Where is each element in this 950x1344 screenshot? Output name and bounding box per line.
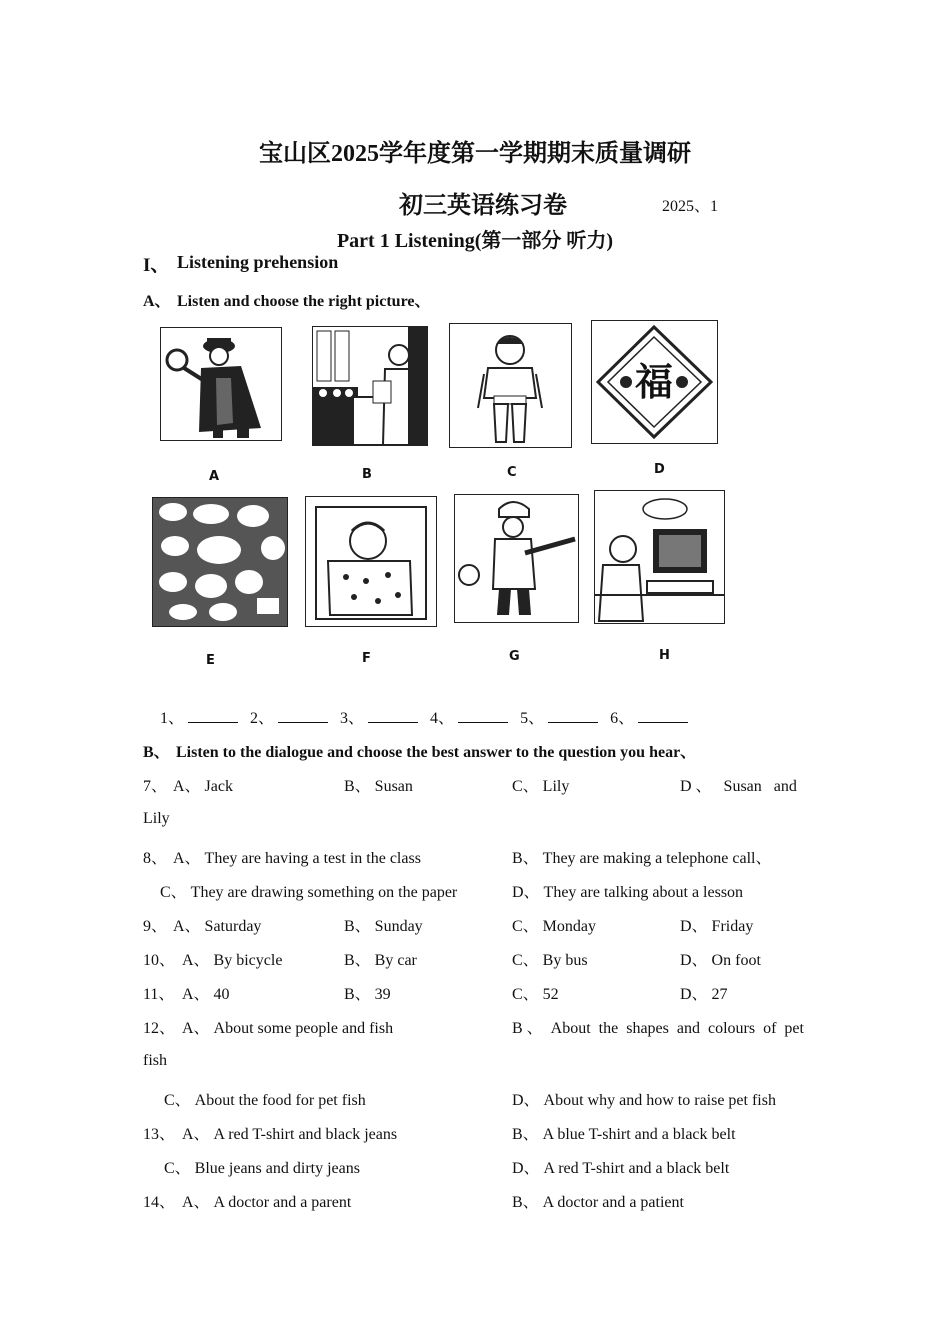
part-heading: Part 1 Listening(第一部分 听力) — [336, 230, 614, 252]
q9-number: 9、 — [143, 918, 168, 935]
q5-answer-blank[interactable] — [548, 708, 598, 723]
q10-option-c: C、 By bus — [512, 952, 588, 969]
q3-answer-blank[interactable] — [368, 708, 418, 723]
q9-option-b: B、 Sunday — [344, 918, 423, 935]
q11-option-a: A、 40 — [182, 986, 230, 1003]
section-number: I、 — [143, 255, 170, 276]
q5-number: 5、 — [520, 710, 545, 727]
page-title: 宝山区2025学年度第一学期期末质量调研 — [259, 141, 691, 167]
q7-option-b: B、 Susan — [344, 778, 413, 795]
q14-number: 14、 — [143, 1194, 176, 1211]
q11-number: 11、 — [143, 986, 175, 1003]
q9-option-d: D、 Friday — [680, 918, 754, 935]
q7-option-c: C、 Lily — [512, 778, 570, 795]
q11-option-d: D、 27 — [680, 986, 728, 1003]
q6-answer-blank[interactable] — [638, 708, 688, 723]
picture-d-fu-decoration — [591, 320, 718, 444]
q7-option-d-continued: Lily — [143, 810, 170, 827]
q13-option-a: A、 A red T-shirt and black jeans — [182, 1126, 398, 1143]
picture-g-label: G — [509, 649, 520, 664]
picture-f-sleeping-baby — [305, 496, 437, 627]
q12-number: 12、 — [143, 1020, 176, 1037]
q8-option-d: D、 They are talking about a lesson — [512, 884, 744, 901]
q10-option-a: A、 By bicycle — [182, 952, 283, 969]
q13-option-c: C、 Blue jeans and dirty jeans — [164, 1160, 360, 1177]
q1-number: 1、 — [160, 710, 185, 727]
picture-h-computer — [594, 490, 725, 624]
picture-h-label: H — [659, 648, 670, 663]
picture-b-speech — [312, 326, 428, 446]
q4-number: 4、 — [430, 710, 455, 727]
q8-option-c: C、 They are drawing something on the paper — [160, 884, 458, 901]
q2-number: 2、 — [250, 710, 275, 727]
picture-d-label: D — [654, 462, 665, 477]
q7-number: 7、 — [143, 778, 168, 795]
q12-option-d: D、 About why and how to raise pet fish — [512, 1092, 776, 1109]
q4-answer-blank[interactable] — [458, 708, 508, 723]
q8-option-b: B、 They are making a telephone call、 — [512, 850, 772, 867]
answer-blanks-row — [160, 705, 696, 728]
q6-number: 6、 — [610, 710, 635, 727]
q13-option-b: B、 A blue T-shirt and a black belt — [512, 1126, 736, 1143]
q12-option-b-continued: fish — [143, 1052, 167, 1069]
q8-number: 8、 — [143, 850, 168, 867]
q13-option-d: D、 A red T-shirt and a black belt — [512, 1160, 730, 1177]
q12-option-c: C、 About the food for pet fish — [164, 1092, 366, 1109]
q7-option-d: D 、 Susan and — [680, 778, 797, 795]
exam-date: 2025、1 — [662, 198, 719, 215]
page-subtitle: 初三英语练习卷 — [399, 193, 567, 219]
q3-number: 3、 — [340, 710, 365, 727]
section-b-label: B、 — [143, 744, 170, 761]
picture-e-speech-bubbles — [152, 497, 288, 627]
picture-a-label: A — [209, 469, 220, 484]
picture-a-detective — [160, 327, 282, 441]
fu-character: 福 — [634, 360, 674, 404]
q14-option-a: A、 A doctor and a parent — [182, 1194, 352, 1211]
picture-b-label: B — [362, 467, 372, 482]
q12-option-a: A、 About some people and fish — [182, 1020, 394, 1037]
q10-option-b: B、 By car — [344, 952, 417, 969]
picture-c-label: C — [507, 465, 517, 480]
section-a-instruction: Listen and choose the right picture、 — [177, 293, 431, 310]
picture-g-firefighter — [454, 494, 579, 623]
q10-number: 10、 — [143, 952, 176, 969]
q2-answer-blank[interactable] — [278, 708, 328, 723]
q8-option-a: A、 They are having a test in the class — [173, 850, 421, 867]
q14-option-b: B、 A doctor and a patient — [512, 1194, 684, 1211]
picture-c-boy — [449, 323, 572, 448]
q10-option-d: D、 On foot — [680, 952, 761, 969]
picture-f-label: F — [362, 651, 371, 666]
section-title: Listening prehension — [177, 252, 339, 272]
q7-option-a: A、 Jack — [173, 778, 233, 795]
q11-option-c: C、 52 — [512, 986, 559, 1003]
q9-option-a: A、 Saturday — [173, 918, 262, 935]
q1-answer-blank[interactable] — [188, 708, 238, 723]
q13-number: 13、 — [143, 1126, 176, 1143]
section-b-instruction: Listen to the dialogue and choose the best answer to the question you hear、 — [176, 744, 697, 761]
section-a-label: A、 — [143, 293, 171, 310]
picture-e-label: E — [206, 653, 215, 668]
q9-option-c: C、 Monday — [512, 918, 597, 935]
q12-option-b: B 、 About the shapes and colours of pet — [512, 1020, 804, 1037]
q11-option-b: B、 39 — [344, 986, 391, 1003]
